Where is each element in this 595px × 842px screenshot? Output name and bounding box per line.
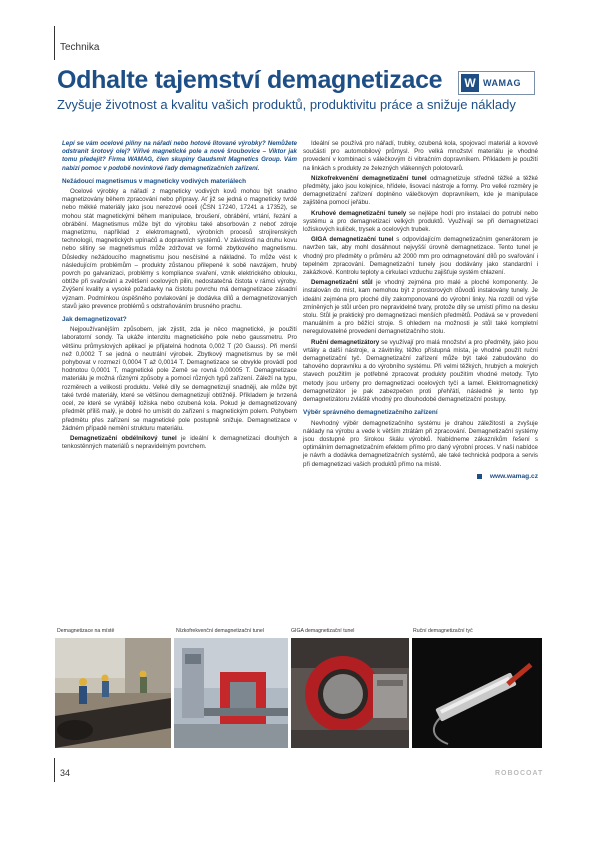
paragraph	[303, 279, 538, 336]
paragraph: Ideální se používá pro nářadí, trubky, ozubená kola, spojovací materiál a kovové součásti pro automobilový průmysl. Pro velká množství materiálu je vhodné provedení v kombinaci s válečkovým či vibračním dopravníkem. Příkladem je použití na linkách s produkty ze železných vlákenných polotovarů.	[303, 140, 538, 172]
article-subtitle: Zvyšuje životnost a kvalitu vašich produktů, produktivitu práce a snižuje náklady	[57, 97, 516, 112]
subheading-unwanted-magnetism: Nežádoucí magnetismus v magneticky vodivých materiálech	[62, 177, 246, 185]
photo-caption-2: Nízkofrekvenční demagnetizační tunel	[176, 628, 264, 634]
paragraph-text: odmagnetizuje středně těžké a těžké předměty, jako jsou kolejnice, hřídele, lisovací nástroje a formy. Pro velké rozměry je demagnetizační zařízení doplněno válečkovým dopravníkem, kde je manipulace zajištěna pomocí jeřábu.	[303, 174, 539, 207]
website-link[interactable]: www.wamag.cz	[489, 472, 538, 480]
photo-giga-tunnel	[291, 638, 409, 748]
wamag-logo	[458, 71, 535, 95]
bold-term: Demagnetizační stůl	[311, 279, 373, 287]
paragraph	[303, 175, 538, 208]
photo-hand-demagnetizer	[412, 638, 542, 748]
subheading-choosing-equipment: Výběr správného demagnetizačního zařízení	[303, 409, 438, 417]
footer-divider	[54, 758, 55, 782]
website-line	[303, 473, 538, 481]
bold-term: GIGA demagnetizační tunel	[311, 236, 394, 244]
subheading-how-to-demagnetize: Jak demagnetizovat?	[62, 316, 127, 324]
paragraph-text: s odpovídajícím demagnetizačním generátorem je navržen tak, aby mohl dosáhnout nejvyšší úrovně demagnetizace. Tento tunel je vhodný pro předměty o průměru až 2000 mm pro odmagnetování dílů po svařování i tepelném zpracování. Demagnetizační tunely jsou dodávány jako standardní i zakázkové. Kontrolu teploty a cirkulaci vzduchu zajišťuje systém chlazení.	[303, 236, 538, 277]
bold-term: Demagnetizační obdélníkový tunel	[70, 434, 177, 442]
left-column	[62, 140, 297, 453]
paragraph	[303, 236, 538, 277]
photo-caption-4: Ruční demagnetizační tyč	[413, 628, 473, 634]
right-column	[303, 140, 538, 481]
magazine-name: ROBOCOAT	[495, 770, 544, 777]
paragraph: Nejpoužívanějším způsobem, jak zjistit, zda je něco magnetické, je použití laboratorní sondy. Ta ukáže intenzitu magnetického pole nebo gaussmetru. Pro většinu průmyslových aplikací je přijatelná hodnota 0,002 T (20 Gauss). Při menší než 0,0002 T se jedná o neutrální výrobek. Zbytkový magnetismus by se měl pohybovat v rozmezí 0,0004 T až 0,0014 T. Demagnetizace se obvykle provádí pod hodnotou 0,0001 T, magnetické pole Země se rovná 0,00005 T. Demagnetizace materiálu je možná různými způsoby a pomocí různých typů zařízení. Záleží na typu, rozměrech a velikosti produktu. Velké díly se demagnetizují snadněji, ale může být také tvrdé materiály, které se většinou demagnetizují obtížněji. Příkladem je tvrzená ocel, ze které se vyrábějí ložiska nebo ozubená kola. Pokud je demagnetizovaný předmět příliš malý, je dobré ho umístit do zařízení s magnetickým polem. Pohybem předmětu přes zařízení se magnetické pole postupně snižuje. Demagnetizace v žádném případě nemění strukturu materiálu.	[62, 326, 297, 432]
bold-term: Nízkofrekvenční demagnetizační tunel	[311, 174, 427, 182]
bold-term: Ruční demagnetizátory	[311, 338, 380, 346]
paragraph-text: je vhodný zejména pro malé a ploché komponenty. Je instalován do míst, kam nemohou být z prostorových důvodů instalovány tunely. Je ideální zejména pro ploché díly zakomponované do výrobní linky. Na rozdíl od výše zmíněných je stůl určen pro nepravidelné tvary, protože díly se umístí přímo na desku stolu. Stůl je praktický pro demagnetizaci menších předmětů. Podává se v provedení manuálním a pro běžící stroje. S ohledem na možnosti je stůl také kompletní neregulovatelné provedení demagnetizačního stolu.	[303, 279, 538, 336]
bold-term: Kruhové demagnetizační tunely	[311, 209, 407, 217]
photo-low-frequency-tunnel	[174, 638, 288, 748]
square-bullet-icon	[477, 474, 482, 479]
wamag-logo-icon: W	[461, 74, 479, 92]
paragraph	[303, 339, 538, 405]
photo-caption-3: GIGA demagnetizační tunel	[291, 628, 355, 634]
section-divider	[54, 26, 55, 60]
lead-paragraph: Lepí se vám ocelové piliny na nářadí nebo hotové litované výrobky? Nemůžete odstranit šrotový olej? Vířivé magnetické pole a nové šroubovice – Viktor jak tomu předejít? Firma WAMAG, člen skupiny Gaudsmit Magnetics Group. Vám nabízí pomoc v podobě novinkové řady demagnetizačních zařízení.	[62, 140, 297, 172]
photo-caption-1: Demagnetizace na místě	[57, 628, 115, 634]
paragraph-text: je ideální k demagnetizaci dlouhých a tenkostěnných materiálů s nepravidelným povrchem.	[62, 434, 297, 451]
paragraph	[62, 435, 297, 451]
wamag-logo-text: WAMAG	[483, 78, 521, 88]
paragraph: Ocelové výrobky a nářadí z magneticky vodivých kovů mohou být snadno magnetizovány během zpracování nebo přípravy. Ať již se jedná o magneticky tvrdé nebo měkké materiály jako jsou nerezové oceli (ČSN 17240, 17241 a 17352), se mohou stát magnetickými během manipulace, broušení, obrábění, vrtání, řezání a obrábění. Magnetismus může být do výrobku také absorbován z neboť zdroje magnetizmu, například z elektromagnetů, výrobních procesů strojírenských technologií, magnetických upínačů a dopravních systémů. V závislosti na druhu kovu nebo slitiny se magnetismus může zdržovat ve formě zbytkového magnetismu. Důsledky nežádoucího magnetismu jsou nesčíslné a nákladné. To může vést k následujícím problémům – produkty zůstanou přilepené k sobě navzájem, hrubý povrch po galvanizaci, problémy s kompliance svaření, vznik elektrického oblouku, obtíže při svařování a zvětšení ocelových pilin, nedostatečná čistota v rámci výroby. Zvýšení kvality a vysoké požadavky na čistotu povrchu má demagnetizace zásadní význam. Podmínkou úspěšného povlakování je dodávka dílů a demagnetizovaných stavů jako prevence problémů s odstraňováním brusného prachu.	[62, 188, 297, 310]
paragraph-text: se využívají pro malá množství a pro předměty, jako jsou vrtáky a další nástroje, a závitníky, těžko přístupná místa, je vhodné použít ruční demagnetizační tyč. Demagnetizační zařízení může být také zabudováno do tahového dopravníku a do výrobního systému. Při velmi těžkých, hrubých a mokrých stavech použitím je potřebné zpracovat produkty použitím vhodné metody. Tyto metody jsou určeny pro demagnetizaci ocelových tyčí a lamel. Elektromagnetický demagnetizátor je pak zabezpečen proti přehřátí, následně je tento typ demagnetizátoru zvláště vhodný pro dlouhodobé demagnetizační postupy.	[303, 338, 538, 404]
paragraph	[303, 210, 538, 235]
page-number: 34	[60, 768, 71, 778]
photo-on-site-demagnetization	[55, 638, 171, 748]
paragraph-text: se nejlépe hodí pro instalaci do potrubí nebo systému a pro demagnetizaci velkých produktů. Využívají se při demagnetizaci ložiskových kuliček, trysek a ocelových trubek.	[303, 209, 538, 234]
paragraph: Nevhodný výběr demagnetizačního systému je drahou záležitostí a zvyšuje náklady na výrobu a vede k větším ztrátám při zpracování. Demagnetizační systémy jsou dostupné pro širokou škálu výrobků. Nabídneme zákazníkům řešení s optimálním demagnetizačním efektem přímo pro daný výrobní proces. V naší nabídce je návrh a dodávka demagnetizačních systémů, ale také technická podpora a servis při demagnetizaci vašich produktů přímo na místě.	[303, 419, 538, 468]
article-title: Odhalte tajemství demagnetizace	[57, 66, 443, 94]
section-label: Technika	[60, 42, 100, 53]
